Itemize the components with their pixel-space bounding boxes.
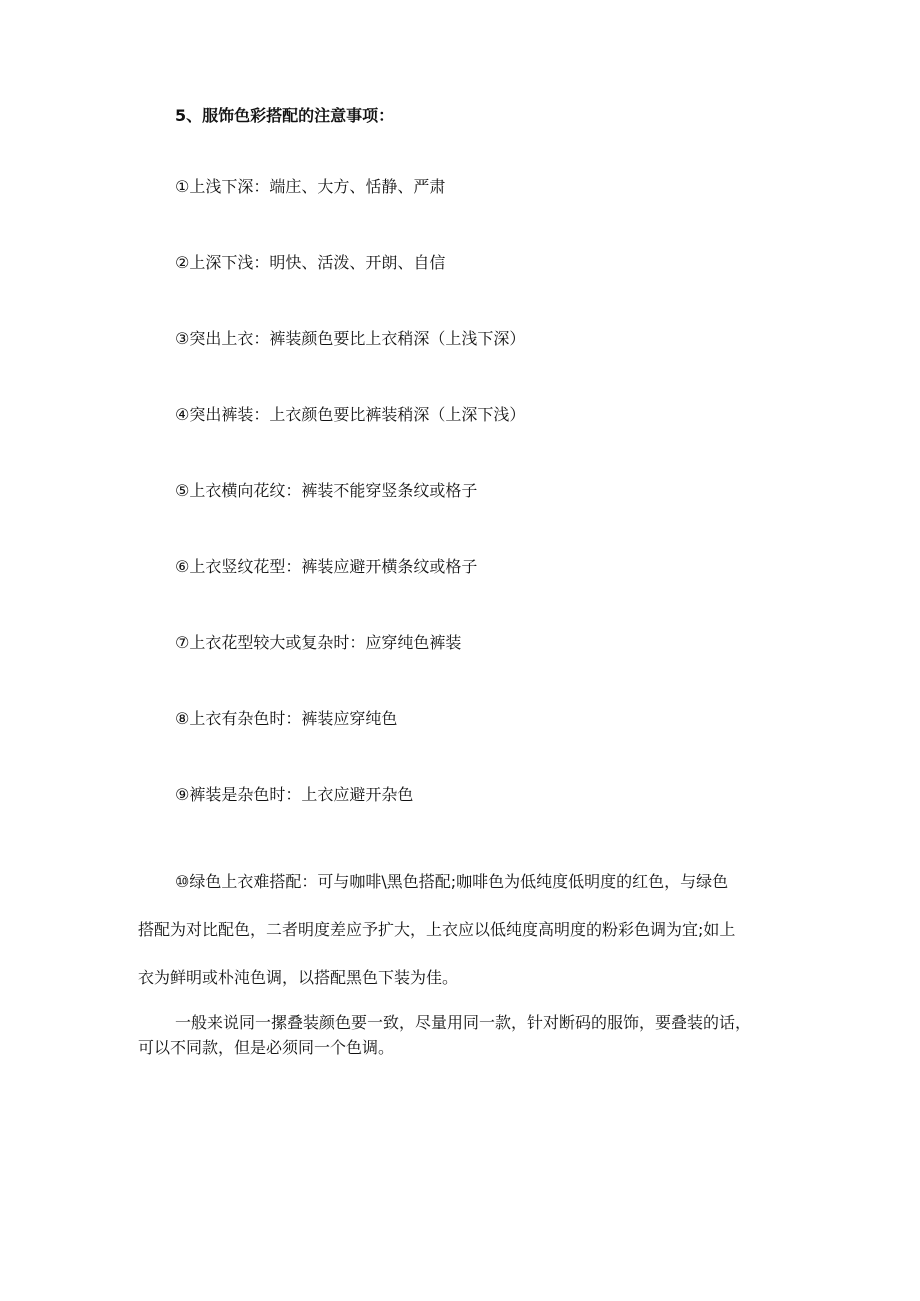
- list-item-10-paragraph: [138, 858, 798, 1002]
- paragraph-line: 可以不同款，但是必须同一个色调。: [138, 1038, 395, 1057]
- list-item-5: ⑤上衣横向花纹：裤装不能穿竖条纹或格子: [175, 481, 478, 500]
- list-item-3: ③突出上衣：裤装颜色要比上衣稍深（上浅下深）: [175, 329, 526, 348]
- list-item-6: ⑥上衣竖纹花型：裤装应避开横条纹或格子: [175, 557, 478, 576]
- list-item-2: ②上深下浅：明快、活泼、开朗、自信: [175, 253, 446, 272]
- paragraph-line: 衣为鲜明或朴沌色调，以搭配黑色下装为佳。: [138, 968, 459, 987]
- section-heading: 5、服饰色彩搭配的注意事项：: [175, 106, 395, 125]
- list-item-7: ⑦上衣花型较大或复杂时：应穿纯色裤装: [175, 633, 462, 652]
- paragraph-line: ⑩绿色上衣难搭配：可与咖啡\黑色搭配;咖啡色为低纯度低明度的红色，与绿色: [175, 872, 729, 891]
- list-item-1: ①上浅下深：端庄、大方、恬静、严肃: [175, 177, 446, 196]
- closing-paragraph: [138, 1010, 808, 1060]
- list-item-8: ⑧上衣有杂色时：裤装应穿纯色: [175, 709, 398, 728]
- paragraph-line: 一般来说同一摞叠装颜色要一致，尽量用同一款，针对断码的服饰，要叠装的话，: [175, 1013, 752, 1032]
- list-item-4: ④突出裤装：上衣颜色要比裤装稍深（上深下浅）: [175, 405, 526, 424]
- paragraph-line: 搭配为对比配色，二者明度差应予扩大，上衣应以低纯度高明度的粉彩色调为宜;如上: [138, 920, 736, 939]
- list-item-9: ⑨裤装是杂色时：上衣应避开杂色: [175, 785, 414, 804]
